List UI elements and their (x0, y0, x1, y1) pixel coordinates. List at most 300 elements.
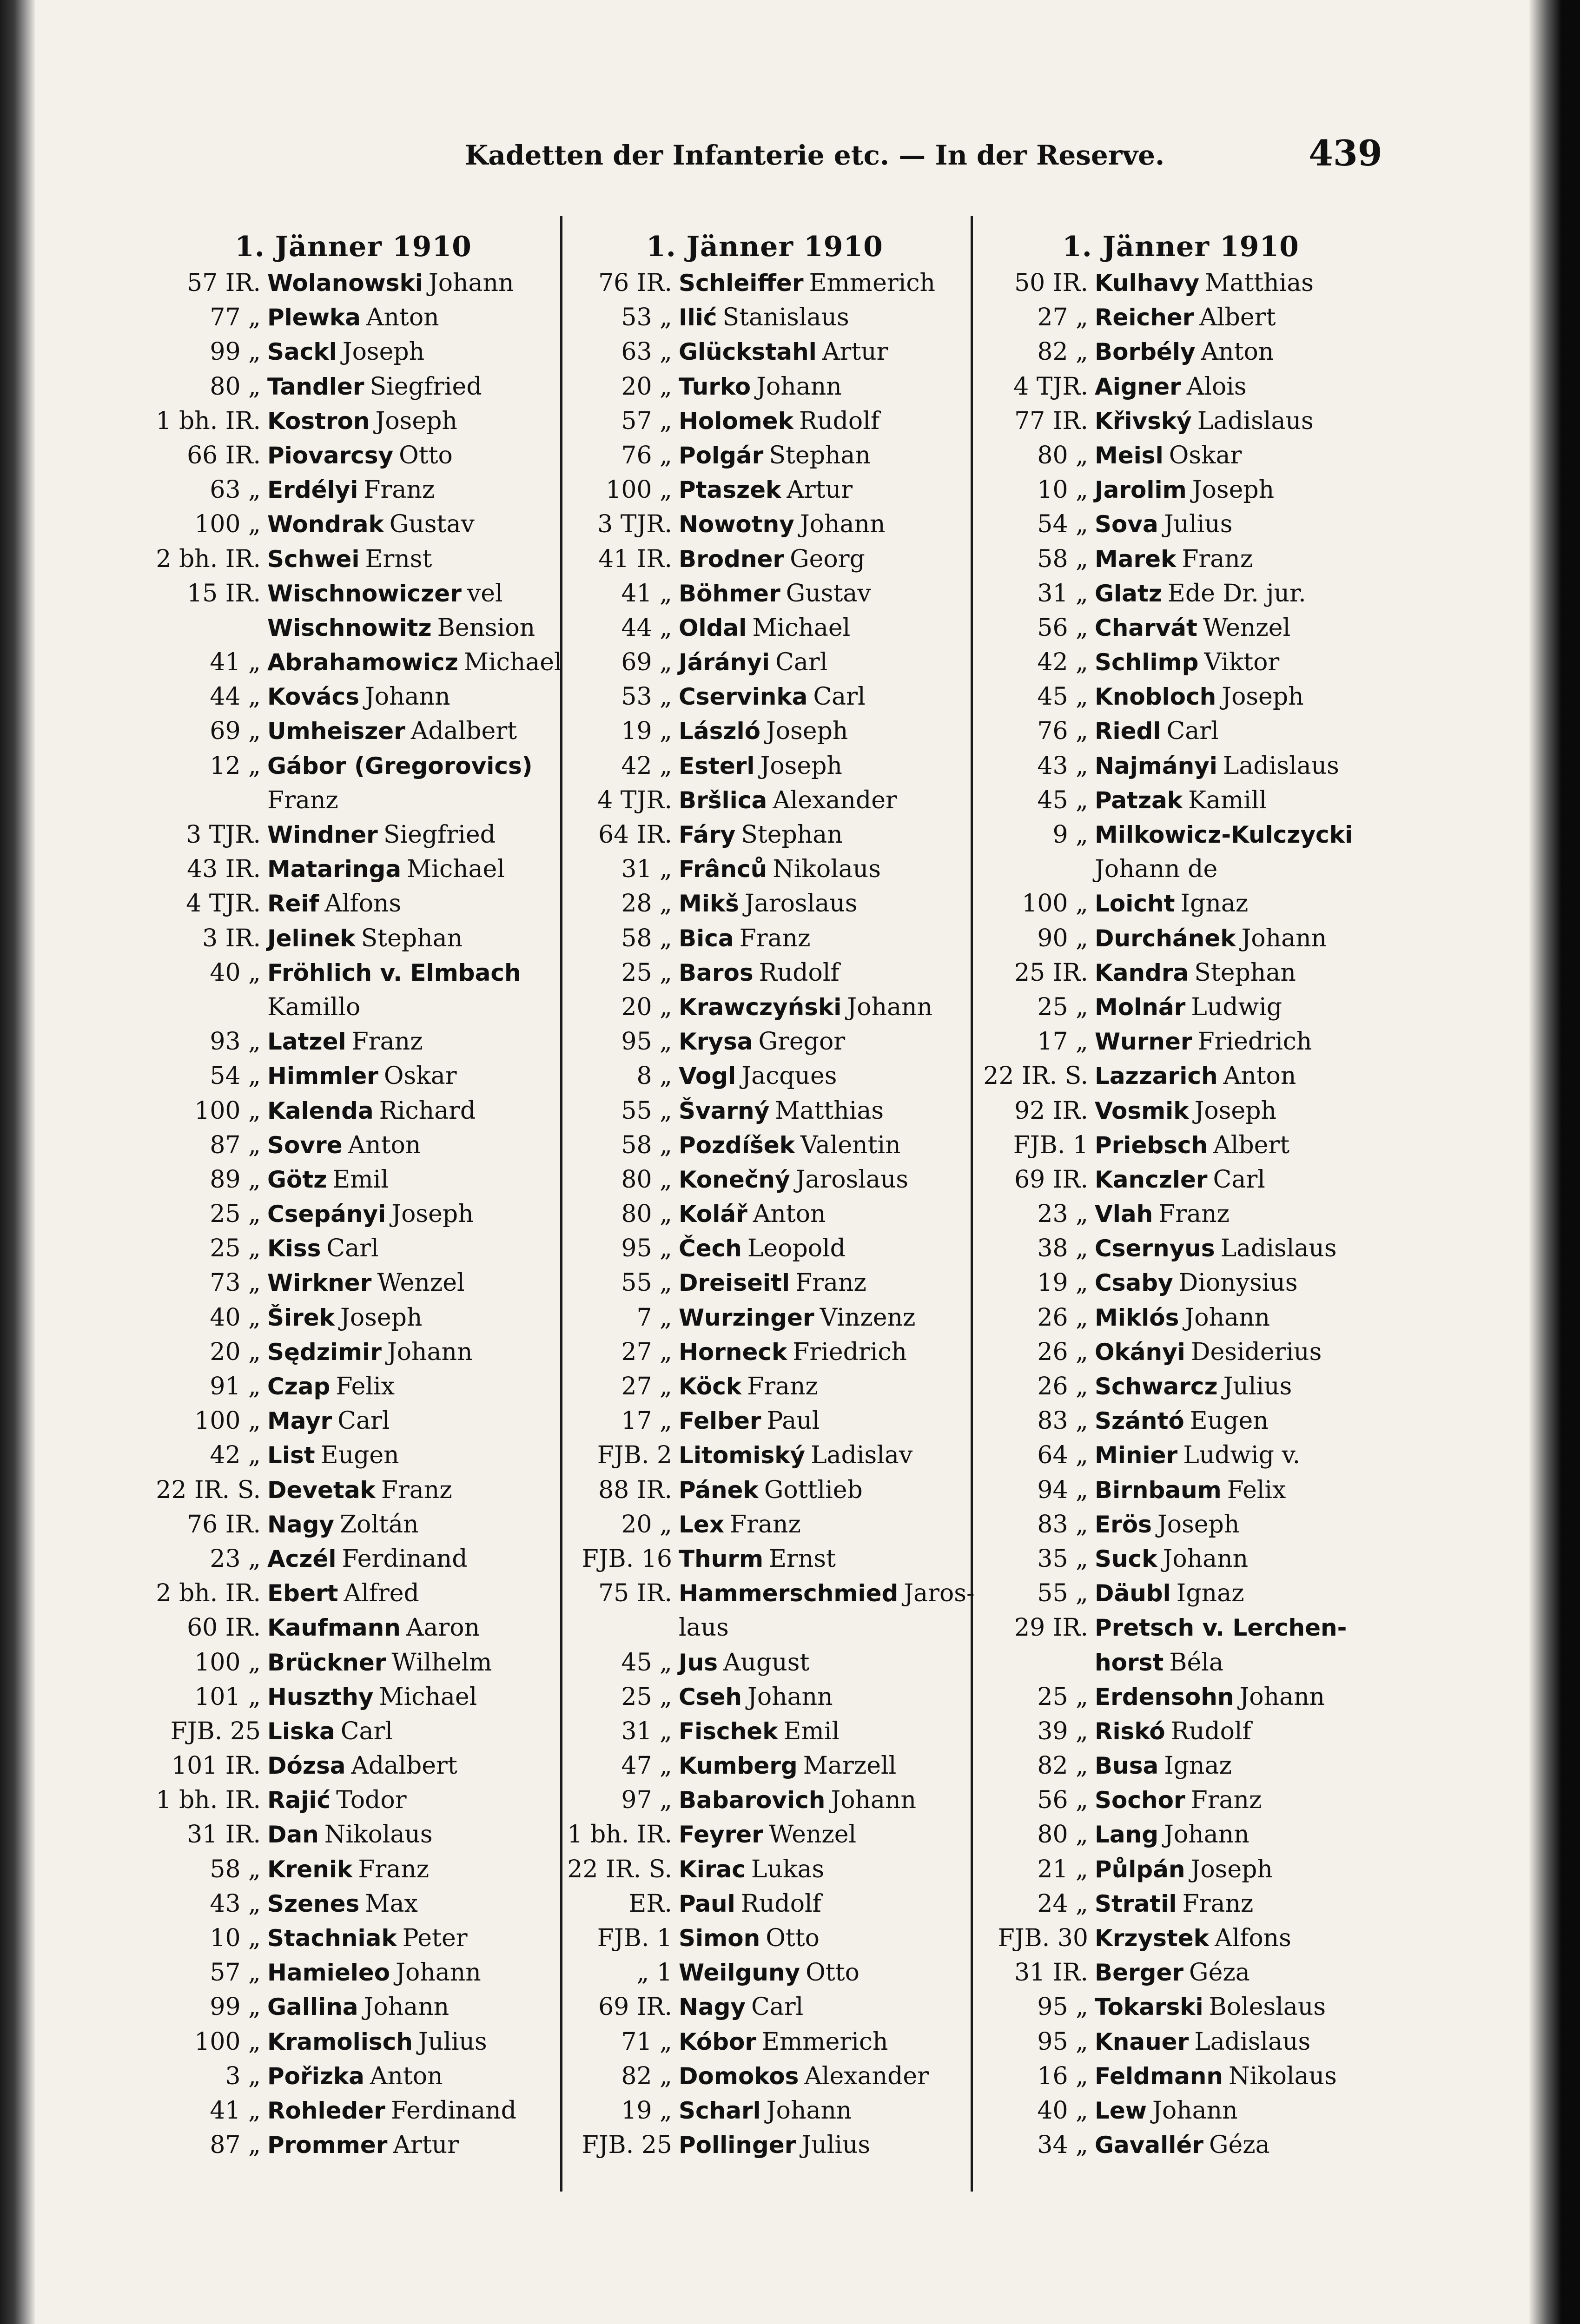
name-text (267, 1301, 422, 1335)
surname: Wolanowski (267, 270, 423, 297)
list-item (981, 1231, 1381, 1266)
given-name: Gustav (786, 579, 871, 607)
regiment-number: 25 „ (621, 958, 672, 987)
regiment-number: 53 „ (621, 683, 672, 711)
list-item (981, 680, 1381, 714)
name-text (267, 1817, 433, 1852)
regiment-number: 20 „ (621, 993, 672, 1021)
name-text (1095, 370, 1247, 404)
surname: Bica (679, 924, 734, 952)
given-name: Julius (1223, 1373, 1292, 1400)
regiment-number: 2 bh. IR. (156, 1579, 261, 1608)
name-text (1095, 1404, 1269, 1438)
list-item (981, 1266, 1381, 1300)
list-item (981, 1783, 1381, 1817)
given-name: Gregor (758, 1028, 846, 1056)
name-text (267, 1887, 418, 1921)
given-name: Albert (1199, 304, 1276, 332)
regiment-number: 17 „ (621, 1407, 672, 1435)
given-name: Franz (795, 1269, 866, 1297)
regiment-number: 31 „ (621, 1717, 672, 1745)
regiment-number: 15 IR. (187, 579, 261, 607)
regiment-number: 3 „ (225, 2062, 261, 2090)
surname: Schwei (267, 545, 360, 573)
page-edge-right (1529, 0, 1580, 2324)
name-text (1095, 1714, 1251, 1749)
list-item (565, 956, 965, 990)
name-text (1095, 2128, 1270, 2162)
surname: Stratil (1095, 1890, 1177, 1917)
regiment-number: 19 „ (621, 2096, 672, 2125)
regiment-number: 40 „ (210, 1303, 261, 1332)
surname: Ebert (267, 1580, 338, 1607)
surname: Wischnowitz (267, 614, 432, 641)
given-name: Ladislav (811, 1441, 913, 1470)
list-item (153, 1817, 553, 1852)
regiment-number: 63 „ (210, 476, 261, 504)
surname: Riedl (1095, 718, 1161, 745)
surname: Aigner (1095, 373, 1181, 400)
name-text (267, 266, 514, 300)
list-item (565, 1507, 965, 1542)
regiment-number: FJB. 2 (597, 1441, 672, 1470)
name-text (267, 2059, 443, 2093)
regiment-number: 80 „ (621, 1165, 672, 1194)
given-name: Alfred (344, 1579, 419, 1608)
list-item (565, 507, 965, 541)
regiment-number: 88 IR. (598, 1476, 672, 1504)
given-name: Johann (364, 683, 450, 711)
regiment-number: 69 „ (210, 717, 261, 746)
name-text (267, 2093, 516, 2128)
surname: Wurner (1095, 1028, 1192, 1056)
regiment-number: 69 IR. (598, 1993, 672, 2021)
list-item (153, 507, 553, 541)
surname: Thurm (679, 1545, 764, 1572)
name-text (267, 749, 533, 783)
given-name: Johann (747, 1683, 833, 1711)
given-name: Rudolf (740, 1889, 821, 1918)
surname: Suck (1095, 1545, 1157, 1572)
regiment-number: 80 „ (1037, 441, 1088, 469)
name-text (679, 370, 842, 404)
list-item (981, 990, 1381, 1024)
name-text (1095, 645, 1279, 680)
given-name: Emmerich (762, 2027, 888, 2056)
name-text (1095, 749, 1339, 783)
regiment-number: 57 „ (210, 1959, 261, 1987)
list-item (981, 2093, 1381, 2128)
given-name: Paul (767, 1407, 820, 1435)
name-text (267, 1542, 468, 1576)
regiment-number: 71 „ (621, 2027, 672, 2056)
regiment-number: 45 „ (621, 1648, 672, 1677)
given-name: Friedrich (1197, 1028, 1312, 1056)
list-item (153, 680, 553, 714)
list-item (981, 1024, 1381, 1059)
surname: Gavallér (1095, 2132, 1203, 2159)
regiment-number: 83 „ (1037, 1510, 1088, 1538)
name-text (267, 1680, 477, 1714)
name-text (267, 576, 503, 611)
surname: Fröhlich v. Elmbach (267, 959, 521, 986)
surname: Kostron (267, 407, 370, 435)
given-name: Franz (1190, 1786, 1262, 1815)
list-item (153, 1404, 553, 1438)
regiment-number: 25 „ (210, 1200, 261, 1228)
list-item (981, 956, 1381, 990)
list-item (153, 300, 553, 335)
regiment-number: 4 TJR. (597, 786, 672, 814)
list-item (565, 921, 965, 956)
name-text (679, 266, 935, 300)
list-item (981, 1335, 1381, 1369)
list-item-continuation (153, 611, 553, 645)
name-text (267, 1749, 457, 1783)
list-item (981, 473, 1381, 507)
page-number: 439 (1309, 132, 1382, 174)
list-item (565, 611, 965, 645)
given-name: Gustav (389, 510, 475, 539)
regiment-number: 99 „ (210, 338, 261, 366)
surname: Pozdíšek (679, 1131, 795, 1159)
name-text (267, 1197, 474, 1231)
given-name: Artur (822, 338, 888, 366)
regiment-number: 41 „ (621, 579, 672, 607)
regiment-number: 23 „ (1037, 1200, 1088, 1228)
given-name: Artur (787, 476, 853, 504)
regiment-number: 83 „ (1037, 1407, 1088, 1435)
name-text (267, 1611, 480, 1645)
regiment-number: 58 „ (210, 1855, 261, 1883)
name-text (1095, 1094, 1276, 1128)
list-item (981, 2059, 1381, 2093)
list-item (981, 645, 1381, 680)
name-text (1095, 2093, 1238, 2128)
given-name: Géza (1209, 2131, 1270, 2159)
surname: Okányi (1095, 1338, 1185, 1366)
surname: Pořizka (267, 2062, 364, 2090)
list-item (565, 680, 965, 714)
surname: Domokos (679, 2062, 799, 2090)
running-header: Kadetten der Infanterie etc. — In der Reserve. (465, 139, 1165, 171)
surname: Erdélyi (267, 476, 358, 504)
regiment-number: 101 IR. (171, 1752, 261, 1780)
surname: Sova (1095, 511, 1158, 538)
list-item (153, 645, 562, 680)
surname: Sędzimir (267, 1338, 382, 1366)
list-item (153, 886, 553, 921)
regiment-number: 2 bh. IR. (156, 545, 261, 573)
list-item (565, 1576, 975, 1611)
list-item (981, 1817, 1381, 1852)
regiment-number: 55 „ (621, 1269, 672, 1297)
column-rule (560, 216, 562, 2192)
given-name: Ernst (365, 545, 432, 573)
regiment-number: 80 „ (210, 372, 261, 401)
given-name: Johann (428, 269, 514, 297)
surname: Stachniak (267, 1925, 397, 1952)
regiment-number: 55 „ (621, 1096, 672, 1125)
regiment-number: 1 bh. IR. (567, 1821, 672, 1849)
surname: Schlimp (1095, 649, 1199, 676)
list-item (153, 266, 553, 300)
given-name: Anton (1201, 338, 1274, 366)
surname: Krysa (679, 1028, 753, 1056)
name-text (267, 1714, 393, 1749)
given-name: Alois (1186, 372, 1247, 401)
given-name: Emil (332, 1165, 389, 1194)
list-item (981, 921, 1381, 956)
name-text (679, 1128, 901, 1162)
surname: Krenik (267, 1855, 353, 1883)
given-name: Johann (364, 1993, 450, 2021)
given-name: Bension (437, 614, 535, 642)
given-name: Stephan (1194, 958, 1296, 987)
given-name: Béla (1169, 1648, 1223, 1677)
list-item (153, 2059, 553, 2093)
regiment-number: 31 IR. (187, 1821, 261, 1849)
regiment-number: 26 „ (1037, 1373, 1088, 1400)
given-name: Rudolf (759, 958, 840, 987)
given-name: Ladislaus (1220, 1235, 1337, 1263)
given-name: Joseph (766, 717, 848, 746)
surname: Szenes (267, 1890, 360, 1917)
surname: Götz (267, 1166, 327, 1193)
name-text (679, 1266, 866, 1300)
given-name: Nikolaus (1229, 2062, 1337, 2090)
list-item (153, 1680, 553, 1714)
given-name: Friedrich (793, 1338, 907, 1366)
regiment-number: FJB. 30 (998, 1924, 1088, 1952)
name-text (679, 1024, 845, 1059)
given-name: Alexander (804, 2062, 929, 2090)
surname: Járányi (679, 649, 770, 676)
given-name: Alfons (324, 890, 402, 918)
surname: Dan (267, 1821, 319, 1849)
name-text (679, 438, 871, 473)
regiment-number: 41 IR. (598, 545, 672, 573)
surname: Jelinek (267, 924, 356, 952)
regiment-number: 27 „ (621, 1373, 672, 1400)
given-name: Jaroslaus (795, 1165, 909, 1194)
list-item (153, 1197, 553, 1231)
surname: Krawczyński (679, 993, 842, 1021)
given-name: Zoltán (339, 1510, 419, 1538)
regiment-number: 95 „ (621, 1235, 672, 1263)
name-text (267, 852, 505, 886)
regiment-number: 100 „ (194, 2027, 261, 2056)
regiment-number: 80 „ (1037, 1821, 1088, 1849)
list-item (981, 576, 1381, 611)
given-name: Ludwig (1191, 993, 1282, 1021)
surname: Knobloch (1095, 683, 1216, 711)
name-text (1095, 886, 1248, 921)
surname: Horneck (679, 1338, 787, 1366)
regiment-number: 54 „ (210, 1062, 261, 1090)
name-text (1095, 1680, 1325, 1714)
list-item (153, 1507, 553, 1542)
list-item (565, 749, 965, 783)
given-name: Nikolaus (324, 1821, 433, 1849)
regiment-number: 8 „ (636, 1062, 672, 1090)
given-name: Otto (399, 441, 453, 469)
list-item (153, 473, 553, 507)
list-item (565, 1335, 965, 1369)
list-item (981, 1955, 1381, 1990)
regiment-number: 7 „ (636, 1303, 672, 1332)
surname: Lang (1095, 1821, 1158, 1849)
surname: Křivský (1095, 407, 1192, 435)
regiment-number: FJB. 16 (582, 1545, 672, 1573)
given-name: Johann (396, 1959, 481, 1987)
name-text (1095, 1197, 1230, 1231)
list-item (153, 1887, 553, 1921)
name-text (267, 714, 517, 748)
given-name: Ladislaus (1223, 752, 1339, 780)
regiment-number: 45 „ (1037, 683, 1088, 711)
given-name: Carl (337, 1407, 390, 1435)
list-item (153, 1231, 553, 1266)
given-name: Joseph (340, 1303, 423, 1332)
column-rule (971, 216, 973, 2192)
name-text (267, 507, 475, 541)
list-item (981, 714, 1381, 748)
name-text (679, 473, 853, 507)
given-name: Johann (1241, 924, 1327, 952)
list-item (565, 1404, 965, 1438)
regiment-number: 92 IR. (1014, 1096, 1088, 1125)
given-name: Ferdinand (390, 2096, 516, 2125)
regiment-number: 31 „ (621, 855, 672, 884)
regiment-number: 55 „ (1037, 1579, 1088, 1608)
surname: Durchánek (1095, 924, 1236, 952)
list-item (153, 1576, 553, 1611)
name-text (679, 956, 840, 990)
surname: Kulhavy (1095, 270, 1200, 297)
name-text (679, 680, 866, 714)
list-item (153, 1955, 553, 1990)
name-text (267, 1024, 423, 1059)
name-text (1095, 783, 1267, 818)
regiment-number: 69 „ (621, 648, 672, 677)
list-item (981, 1059, 1381, 1093)
given-name: laus (679, 1614, 729, 1642)
list-item (981, 1404, 1381, 1438)
name-text (1095, 1231, 1337, 1266)
given-name: Carl (340, 1717, 393, 1745)
list-item (981, 1680, 1381, 1714)
given-name: Stephan (361, 924, 463, 952)
given-name: Felix (336, 1373, 395, 1400)
regiment-number: 80 „ (621, 1200, 672, 1228)
given-name: Joseph (1157, 1510, 1240, 1538)
regiment-number: 23 „ (210, 1545, 261, 1573)
surname: Latzel (267, 1028, 346, 1056)
given-name: Jacques (741, 1062, 837, 1090)
name-text (679, 2059, 929, 2093)
given-name: Aaron (406, 1614, 480, 1642)
name-text (267, 2128, 459, 2162)
entry-list (565, 266, 975, 2162)
regiment-number: 42 „ (621, 752, 672, 780)
surname: Charvát (1095, 614, 1197, 641)
regiment-number: 31 IR. (1014, 1959, 1088, 1987)
given-name: Carl (1166, 717, 1219, 746)
regiment-number: 77 „ (210, 304, 261, 332)
surname: Kóbor (679, 2028, 757, 2055)
name-text (1095, 611, 1290, 645)
surname: Kolář (679, 1201, 747, 1228)
regiment-number: 50 IR. (1014, 269, 1088, 297)
list-item (153, 1645, 553, 1680)
regiment-number: 41 „ (210, 648, 261, 677)
surname: Borbély (1095, 338, 1196, 366)
regiment-number: 100 „ (606, 476, 672, 504)
regiment-number: 40 „ (210, 958, 261, 987)
surname: Lazzarich (1095, 1063, 1218, 1090)
regiment-number: 76 IR. (187, 1510, 261, 1538)
name-text (1095, 1301, 1270, 1335)
name-text (679, 404, 879, 438)
given-name: Michael (407, 855, 505, 884)
surname: Pretsch v. Lerchen- (1095, 1614, 1347, 1642)
given-name: Anton (348, 1131, 421, 1159)
list-item (153, 2025, 553, 2059)
surname: List (267, 1442, 315, 1469)
name-text (679, 1059, 837, 1093)
surname: Kandra (1095, 959, 1189, 986)
regiment-number: 22 IR. S. (156, 1476, 261, 1504)
surname: Kirac (679, 1855, 746, 1883)
given-name: Anton (366, 304, 439, 332)
surname: Sackl (267, 338, 337, 366)
surname: Wurzinger (679, 1304, 814, 1331)
list-item (153, 1783, 553, 1817)
list-item (565, 1438, 965, 1472)
regiment-number: 44 „ (621, 614, 672, 642)
regiment-number: 20 „ (210, 1338, 261, 1366)
given-name: Ignaz (1164, 1752, 1232, 1780)
surname: Krzystek (1095, 1925, 1209, 1952)
list-item (565, 1817, 965, 1852)
surname: Rohleder (267, 2097, 385, 2124)
name-text (267, 1266, 465, 1300)
list-item (981, 1749, 1381, 1783)
list-item (565, 1094, 965, 1128)
surname: Ptaszek (679, 476, 781, 504)
name-text (679, 1749, 896, 1783)
surname: Kovács (267, 683, 359, 711)
given-name: Emmerich (809, 269, 935, 297)
name-text (1095, 1852, 1273, 1887)
name-text (1095, 2025, 1310, 2059)
list-item (153, 1059, 553, 1093)
surname: Sochor (1095, 1787, 1185, 1814)
surname: Turko (679, 373, 751, 400)
given-name: Eugen (1190, 1407, 1269, 1435)
given-name: Ferdinand (342, 1545, 468, 1573)
list-item (565, 542, 965, 576)
regiment-number: 20 „ (621, 1510, 672, 1538)
name-text (679, 2128, 870, 2162)
list-item (981, 1542, 1381, 1576)
name-text (679, 1680, 833, 1714)
regiment-number: ER. (628, 1889, 672, 1918)
surname: Knauer (1095, 2028, 1189, 2055)
surname: Půlpán (1095, 1855, 1185, 1883)
name-text (1095, 1783, 1262, 1817)
